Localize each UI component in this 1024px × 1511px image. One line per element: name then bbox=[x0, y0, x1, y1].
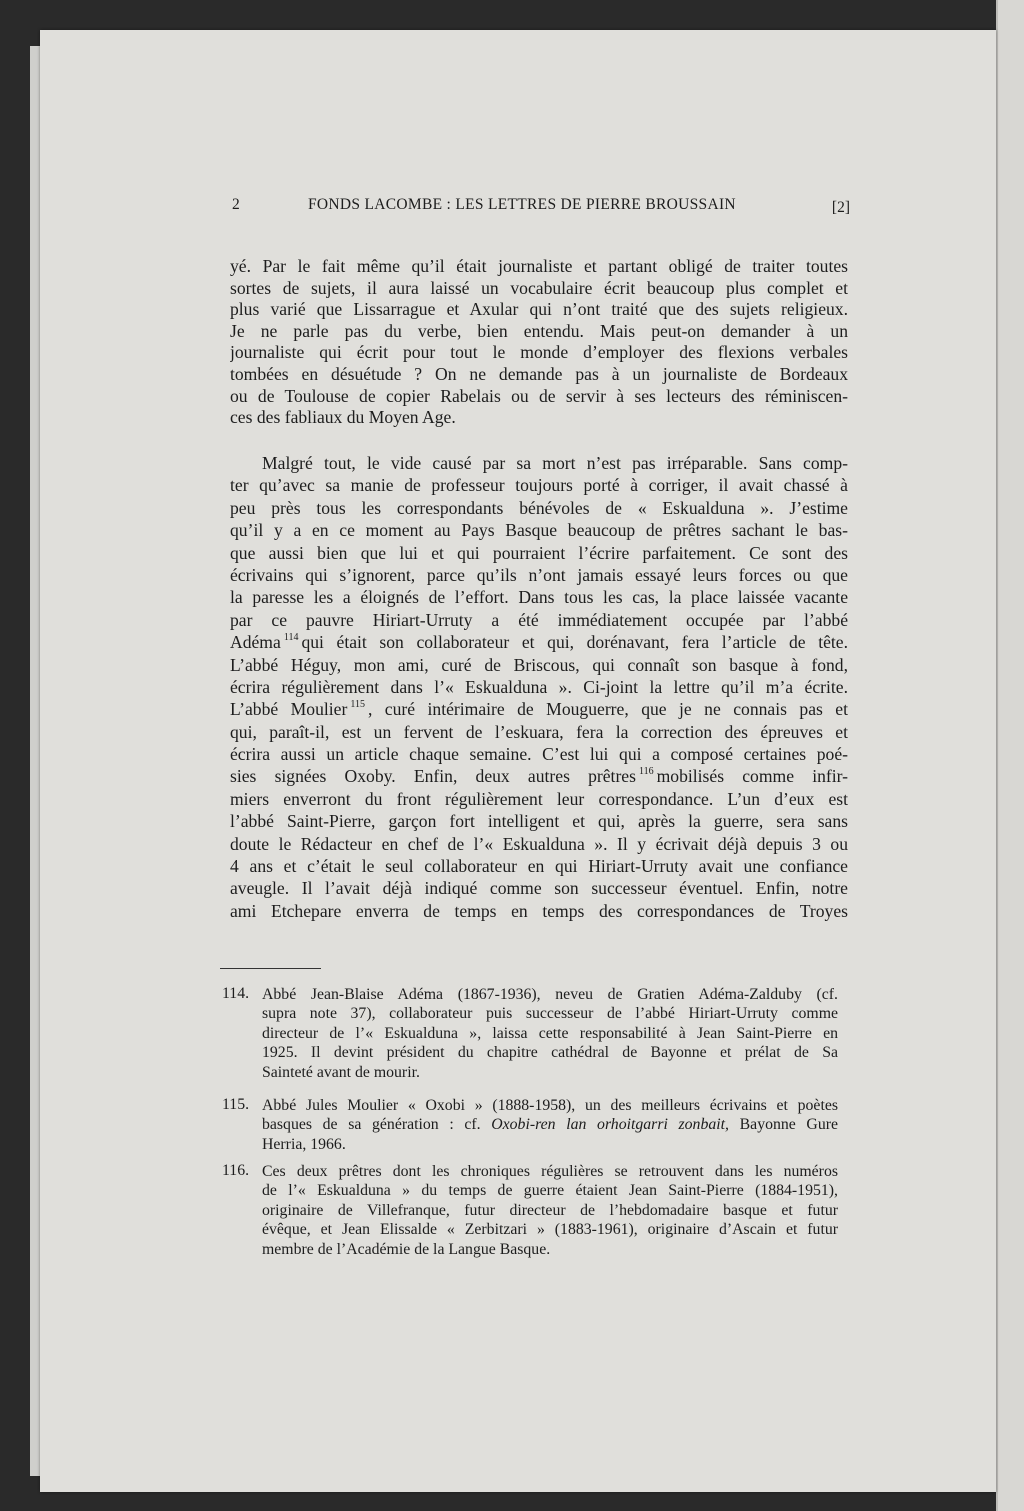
text-line bbox=[262, 1024, 838, 1043]
running-header bbox=[230, 196, 850, 218]
text-line bbox=[230, 386, 848, 408]
text-line bbox=[262, 1096, 838, 1115]
line-text: Sainteté avant de mourir. bbox=[262, 1063, 420, 1081]
line-text: miers enverront du front régulièrement leur correspondance. L’un d’eux est bbox=[230, 788, 848, 809]
text-line bbox=[262, 1063, 838, 1082]
text-line bbox=[230, 721, 848, 743]
paragraph-1 bbox=[230, 256, 848, 429]
line-text: que aussi bien que lui et qui pourraient l’écrire parfaitement. Ce sont des bbox=[230, 542, 848, 563]
text-line bbox=[262, 1115, 838, 1134]
text-line bbox=[230, 542, 848, 564]
line-text: la paresse les a éloignés de l’effort. Dans tous les cas, la place laissée vacante bbox=[230, 587, 848, 608]
line-text: Ces deux prêtres dont les chroniques régulières se retrouvent dans les numéros bbox=[262, 1163, 838, 1180]
text-line bbox=[230, 519, 848, 541]
line-text: yé. Par le fait même qu’il était journaliste et partant obligé de traiter toutes bbox=[230, 256, 848, 276]
footnote-number: 115. bbox=[222, 1096, 250, 1113]
running-title: FONDS LACOMBE : LES LETTRES DE PIERRE BROUSSAIN bbox=[308, 196, 736, 213]
text-line bbox=[230, 321, 848, 343]
text-line bbox=[230, 765, 848, 787]
paragraph-2 bbox=[230, 452, 848, 922]
footnote-115 bbox=[222, 1096, 838, 1154]
text-line bbox=[230, 743, 848, 765]
footnote-114 bbox=[222, 985, 838, 1082]
line-text: écrira régulièrement dans l’« Eskualduna ». Ci-joint la lettre qu’il m’a écrite. bbox=[230, 676, 848, 697]
line-text: directeur de l’« Eskualduna », laissa cette responsabilité à Jean Saint-Pierre en bbox=[262, 1024, 838, 1042]
text-line bbox=[230, 676, 848, 698]
line-text: L’abbé Moulier bbox=[230, 699, 348, 720]
text-line bbox=[262, 985, 838, 1004]
footnote-text bbox=[262, 1162, 838, 1259]
text-line bbox=[230, 564, 848, 586]
line-text: plus varié que Lissarrague et Axular qui n’ont traité que des sujets religieux. bbox=[230, 299, 848, 320]
section-marker: [2] bbox=[831, 199, 850, 216]
line-text: Bayonne Gure bbox=[739, 1116, 838, 1134]
footnote-reference: 114 bbox=[283, 632, 299, 644]
line-text: 1925. Il devint président du chapitre cathédral de Bayonne et prélat de Sa bbox=[262, 1044, 838, 1062]
text-line bbox=[230, 855, 848, 877]
text-line bbox=[262, 1135, 838, 1154]
line-text: qui, paraît-il, est un fervent de l’eskuara, fera la correction des épreuves et bbox=[230, 721, 848, 742]
line-text: qu’il y a en ce moment au Pays Basque beaucoup de prêtres sachant le bas- bbox=[230, 520, 848, 541]
line-text: L’abbé Héguy, mon ami, curé de Briscous, qui connaît son basque à fond, bbox=[230, 654, 848, 675]
line-text: écrira aussi un article chaque semaine. C’est lui qui a composé certaines poé- bbox=[230, 744, 848, 765]
text-line bbox=[230, 452, 848, 474]
line-text: originaire de Villefranque, futur directeur de l’hebdomadaire basque et futur bbox=[262, 1201, 838, 1219]
text-line bbox=[230, 810, 848, 832]
text-line bbox=[230, 654, 848, 676]
line-text: Herria, 1966. bbox=[262, 1135, 346, 1153]
line-text: Abbé Jules Moulier « Oxobi » (1888-1958), un des meilleurs écrivains et poètes bbox=[262, 1097, 838, 1114]
line-text: basques de sa génération : cf. bbox=[262, 1116, 481, 1134]
footnote-number: 114. bbox=[222, 985, 250, 1002]
line-text: ter qu’avec sa manie de professeur toujours porté à corriger, il avait chassé à bbox=[230, 475, 848, 496]
line-text: l’abbé Saint-Pierre, garçon fort intelligent et qui, après la guerre, sera sans bbox=[230, 811, 848, 832]
text-line bbox=[262, 1162, 838, 1181]
text-line bbox=[230, 609, 848, 631]
text-line bbox=[230, 788, 848, 810]
book-title: Oxobi-ren lan orhoitgarri zonbait, bbox=[491, 1116, 729, 1134]
footnote-reference: 116 bbox=[638, 766, 654, 778]
text-line bbox=[230, 278, 848, 300]
line-text: 4 ans et c’était le seul collaborateur en qui Hiriart-Urruty avait une confiance bbox=[230, 856, 848, 877]
text-line bbox=[230, 256, 848, 278]
text-line bbox=[230, 299, 848, 321]
text-line bbox=[230, 900, 848, 922]
line-text: Abbé Jean-Blaise Adéma (1867-1936), neveu de Gratien Adéma-Zalduby (cf. bbox=[262, 986, 838, 1003]
line-text: écrivains qui s’ignorent, parce qu’ils n’ont jamais essayé leurs forces ou que bbox=[230, 564, 848, 585]
line-text: Malgré tout, le vide causé par sa mort n’est pas irréparable. Sans comp- bbox=[262, 453, 848, 473]
line-text: tombées en désuétude ? On ne demande pas à un journaliste de Bordeaux bbox=[230, 363, 848, 384]
text-line bbox=[230, 407, 848, 429]
text-line bbox=[230, 497, 848, 519]
footnote-text bbox=[262, 985, 838, 1082]
line-text: de l’« Eskualduna » du temps de guerre étaient Jean Saint-Pierre (1884-1951), bbox=[262, 1182, 838, 1200]
text-line bbox=[230, 698, 848, 720]
text-line bbox=[230, 364, 848, 386]
line-text: qui était son collaborateur et qui, dorénavant, fera l’article de tête. bbox=[301, 632, 848, 653]
line-text: aveugle. Il l’avait déjà indiqué comme son successeur éventuel. Enfin, notre bbox=[230, 878, 848, 899]
text-line bbox=[230, 342, 848, 364]
line-text: sortes de sujets, il aura laissé un vocabulaire écrit beaucoup plus complet et bbox=[230, 277, 848, 298]
text-line bbox=[230, 586, 848, 608]
text-line bbox=[262, 1240, 838, 1259]
footnote-116 bbox=[222, 1162, 838, 1259]
line-text: peu près tous les correspondants bénévoles de « Eskualduna ». J’estime bbox=[230, 497, 848, 518]
text-line bbox=[262, 1220, 838, 1239]
line-text: membre de l’Académie de la Langue Basque. bbox=[262, 1240, 551, 1258]
footnote-text bbox=[262, 1096, 838, 1154]
text-line bbox=[262, 1181, 838, 1200]
line-text: mobilisés comme infir- bbox=[656, 766, 848, 787]
footnote-separator bbox=[220, 968, 321, 969]
line-text: ou de Toulouse de copier Rabelais ou de servir à ses lecteurs des réminiscen- bbox=[230, 385, 848, 406]
line-text: ami Etchepare enverra de temps en temps des correspondances de Troyes bbox=[230, 900, 848, 921]
page-number: 2 bbox=[232, 196, 240, 213]
text-line bbox=[262, 1004, 838, 1023]
text-line bbox=[262, 1043, 838, 1062]
line-text: , curé intérimaire de Mouguerre, que je ne connais pas et bbox=[367, 699, 848, 720]
line-text: doute le Rédacteur en chef de l’« Eskualduna ». Il y écrivait déjà depuis 3 ou bbox=[230, 833, 848, 854]
footnote-number: 116. bbox=[222, 1162, 250, 1179]
facing-page-edge bbox=[996, 0, 1024, 1511]
line-text: sies signées Oxoby. Enfin, deux autres prêtres bbox=[230, 766, 636, 787]
line-text: supra note 37), collaborateur puis successeur de l’abbé Hiriart-Urruty comme bbox=[262, 1005, 838, 1023]
footnote-reference: 115 bbox=[350, 699, 365, 711]
text-line bbox=[230, 631, 848, 653]
line-text: ces des fabliaux du Moyen Age. bbox=[230, 407, 456, 428]
line-text: journaliste qui écrit pour tout le monde d’employer des flexions verbales bbox=[230, 342, 848, 363]
line-text: évêque, et Jean Elissalde « Zerbitzari » (1883-1961), originaire d’Ascain et futur bbox=[262, 1221, 838, 1239]
text-line bbox=[230, 833, 848, 855]
line-text: par ce pauvre Hiriart-Urruty a été immédiatement occupée par l’abbé bbox=[230, 609, 848, 630]
text-line bbox=[230, 474, 848, 496]
line-text: Adéma bbox=[230, 632, 281, 653]
line-text: Je ne parle pas du verbe, bien entendu. Mais peut-on demander à un bbox=[230, 320, 848, 341]
text-line bbox=[230, 877, 848, 899]
text-line bbox=[262, 1201, 838, 1220]
